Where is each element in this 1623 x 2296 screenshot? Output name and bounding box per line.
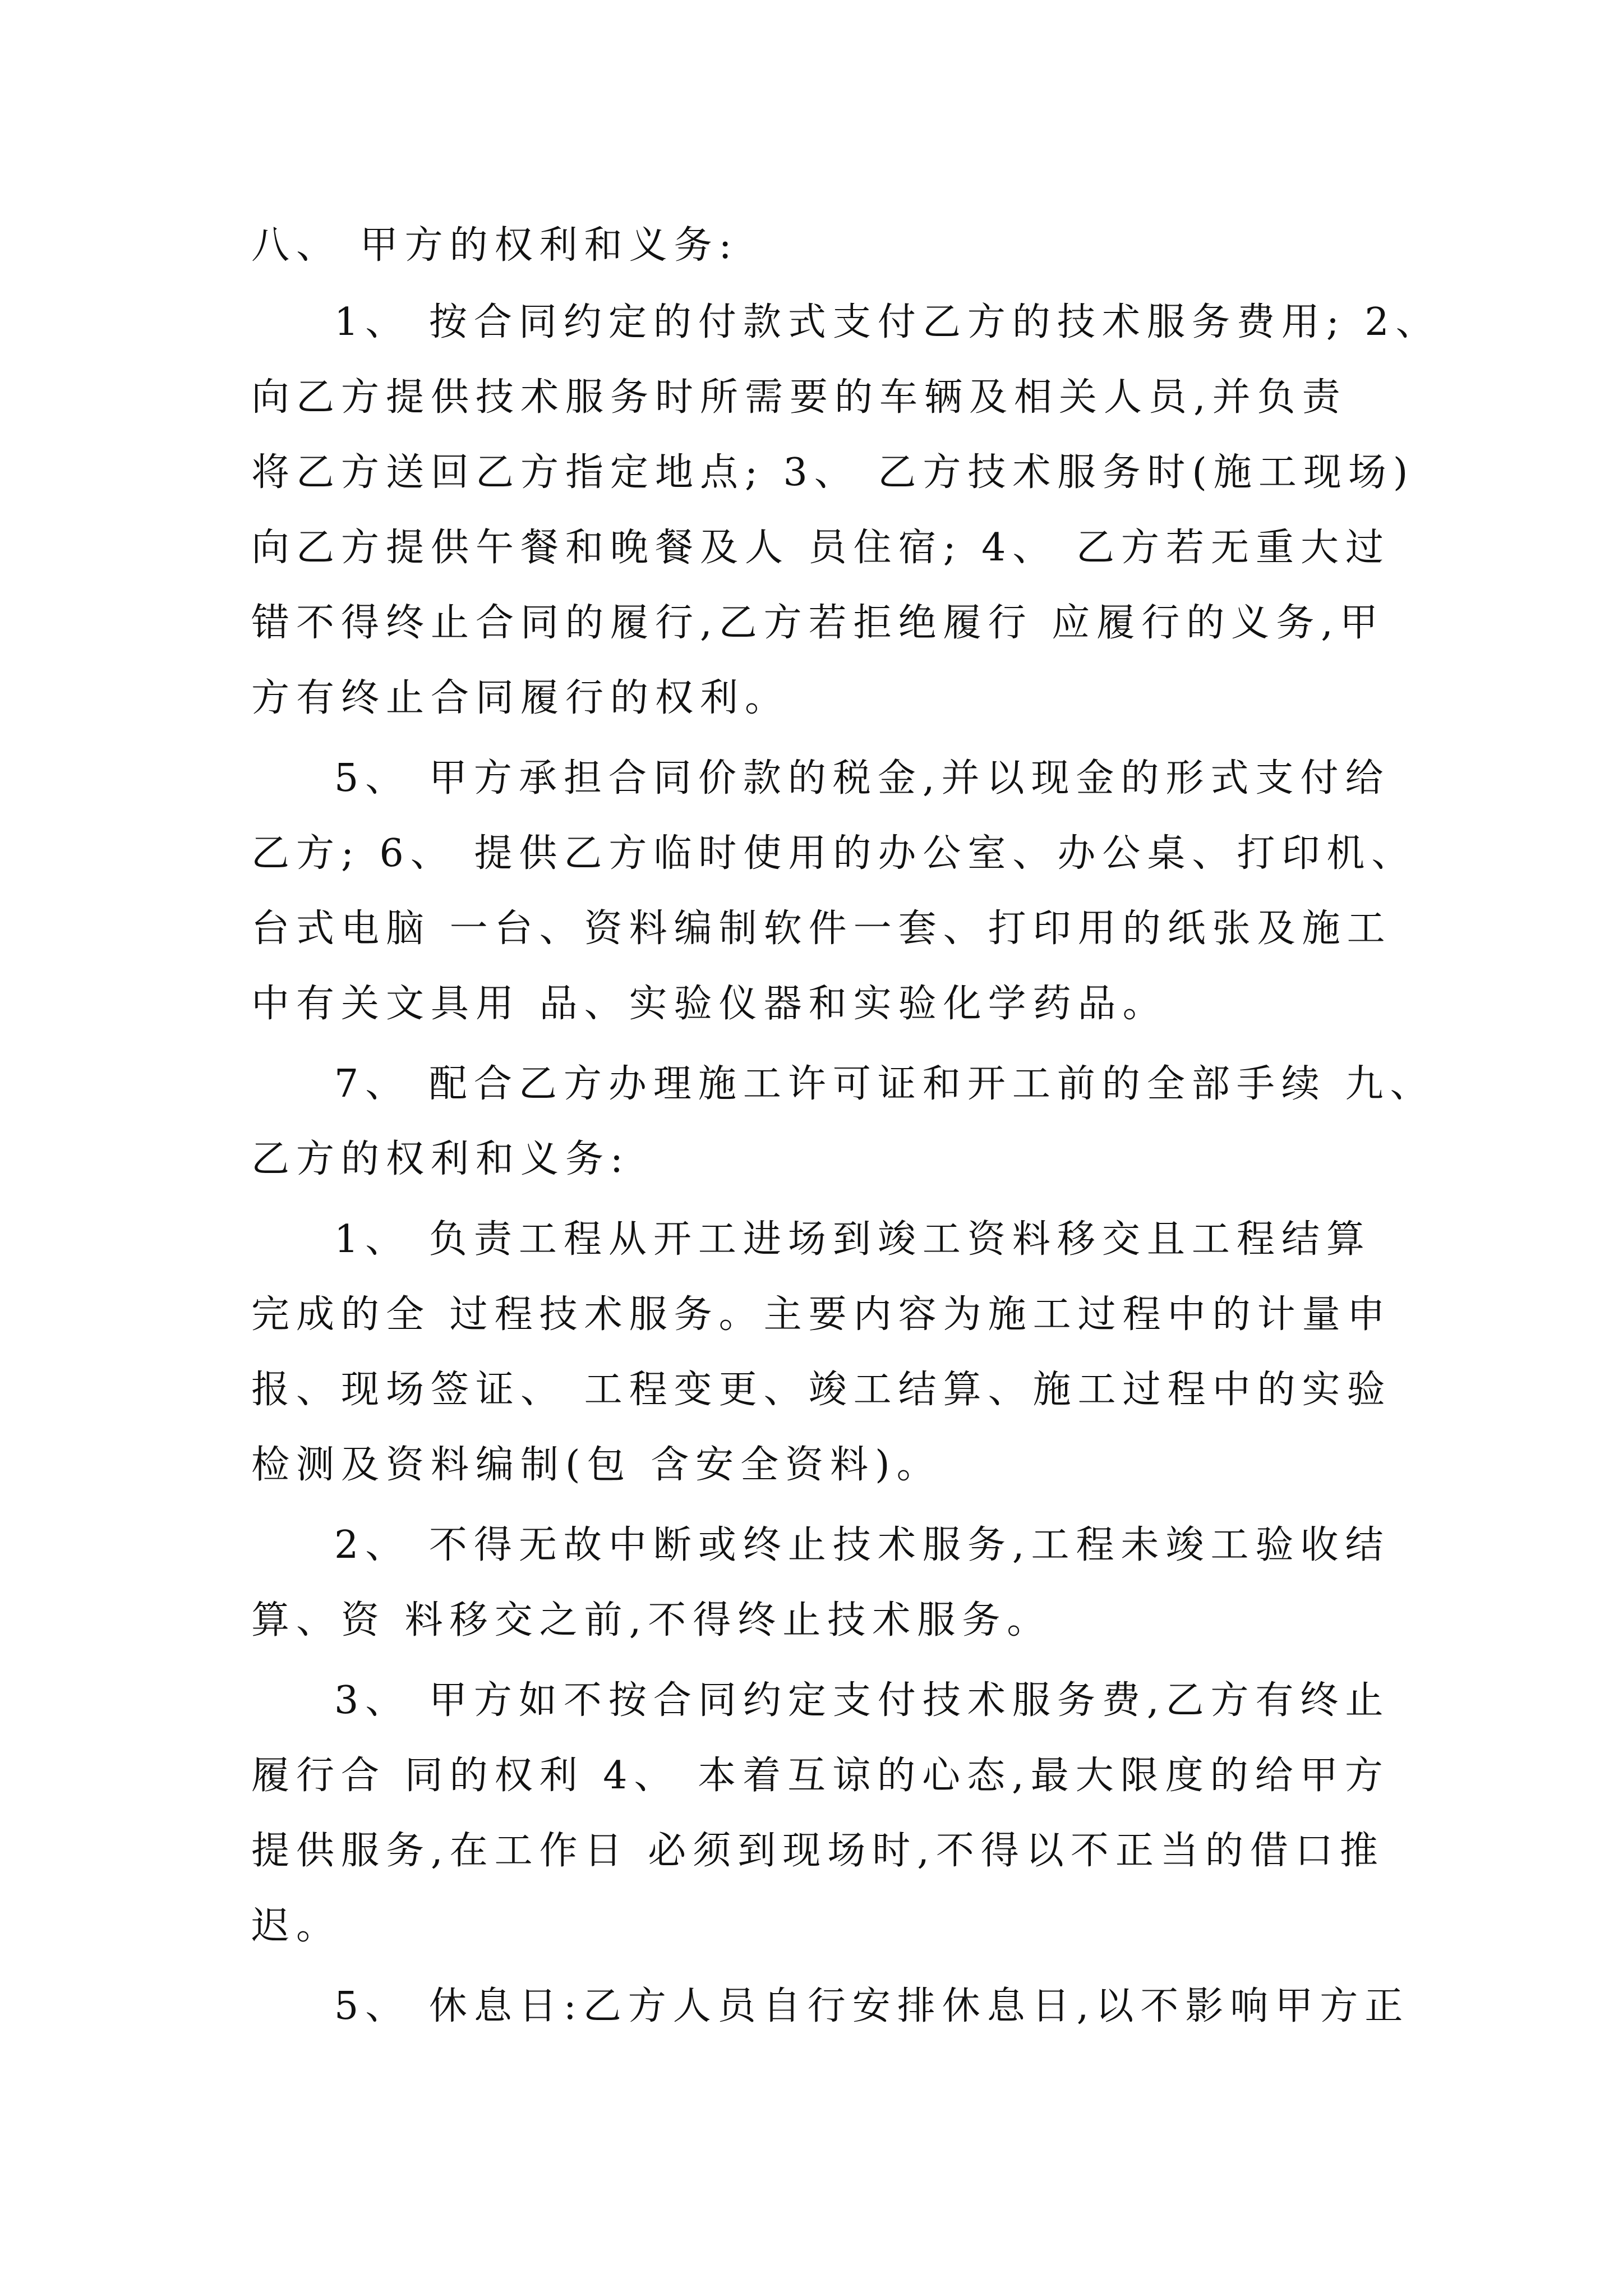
- paragraph-line: 提供服务,在工作日 必须到现场时,不得以不正当的借口推: [251, 1829, 1385, 1873]
- paragraph-line: 7、 配合乙方办理施工许可证和开工前的全部手续 九、: [334, 1062, 1435, 1106]
- paragraph-line: 将乙方送回乙方指定地点; 3、 乙方技术服务时(施工现场): [251, 450, 1415, 495]
- paragraph-line: 3、 甲方如不按合同约定支付技术服务费,乙方有终止: [334, 1678, 1390, 1723]
- section-heading: 乙方的权利和义务:: [251, 1137, 630, 1181]
- paragraph-line: 履行合 同的权利 4、 本着互谅的心态,最大限度的给甲方: [251, 1754, 1390, 1798]
- paragraph-line: 算、资 料移交之前,不得终止技术服务。: [251, 1598, 1052, 1642]
- paragraph-line: 台式电脑 一台、资料编制软件一套、打印用的纸张及施工: [251, 907, 1392, 951]
- paragraph-line: 中有关文具用 品、实验仪器和实验化学药品。: [251, 982, 1168, 1026]
- paragraph-line: 1、 按合同约定的付款式支付乙方的技术服务费用; 2、: [334, 300, 1441, 344]
- paragraph-line: 2、 不得无故中断或终止技术服务,工程未竣工验收结: [334, 1523, 1390, 1567]
- paragraph-line: 5、 甲方承担合同价款的税金,并以现金的形式支付给: [334, 756, 1390, 800]
- section-heading: 八、 甲方的权利和义务:: [251, 223, 739, 268]
- paragraph-line: 报、现场签证、 工程变更、竣工结算、施工过程中的实验: [251, 1368, 1392, 1412]
- paragraph-line: 向乙方提供技术服务时所需要的车辆及相关人员,并负责: [251, 375, 1347, 420]
- paragraph-line: 乙方; 6、 提供乙方临时使用的办公室、办公桌、打印机、: [251, 831, 1417, 876]
- paragraph-line: 方有终止合同履行的权利。: [251, 676, 790, 720]
- paragraph-line: 检测及资料编制(包 含安全资料)。: [251, 1443, 942, 1487]
- paragraph-line: 向乙方提供午餐和晚餐及人 员住宿; 4、 乙方若无重大过: [251, 526, 1391, 570]
- paragraph-line: 错不得终止合同的履行,乙方若拒绝履行 应履行的义务,甲: [251, 601, 1385, 645]
- paragraph-line: 1、 负责工程从开工进场到竣工资料移交且工程结算: [334, 1217, 1371, 1262]
- paragraph-line: 完成的全 过程技术服务。主要内容为施工过程中的计量申: [251, 1292, 1392, 1337]
- paragraph-line: 5、 休息日:乙方人员自行安排休息日,以不影响甲方正: [334, 1984, 1410, 2028]
- paragraph-line: 迟。: [251, 1904, 342, 1948]
